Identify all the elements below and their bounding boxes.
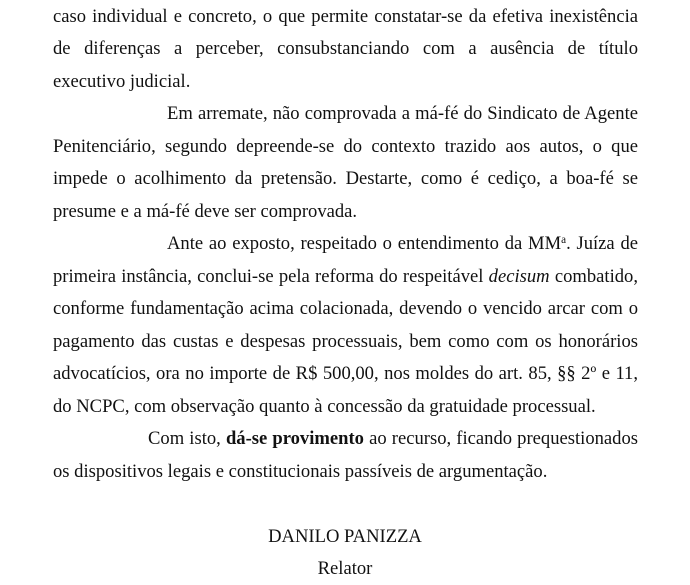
paragraph-2-line-3: impede o acolhimento da pretensão. Destarte, como é cediço, a boa-fé se: [53, 168, 638, 189]
paragraph-1-line-3: executivo judicial.: [53, 71, 191, 92]
paragraph-3-line-2: [53, 261, 638, 293]
paragraph-2-line-4: presume e a má-fé deve ser comprovada.: [53, 201, 358, 222]
paragraph-2-line-1: Em arremate, não comprovada a má-fé do Sindicato de Agente: [167, 103, 638, 124]
paragraph-1-line-2: de diferenças a perceber, consubstanciando com a ausência de título: [53, 38, 638, 59]
signature-role: Relator: [317, 558, 373, 579]
paragraph-4-line-1: [148, 423, 638, 455]
latin-term-decisum: decisum: [488, 266, 550, 287]
paragraph-2-line-2: Penitenciário, segundo depreende-se do contexto trazido aos autos, o que: [53, 136, 638, 157]
text-segment: Com isto,: [148, 428, 226, 449]
paragraph-1-line-1: caso individual e concreto, o que permite constatar-se da efetiva inexistência: [53, 6, 638, 27]
ruling-emphasis: dá-se provimento: [225, 428, 364, 449]
paragraph-3-line-5: advocatícios, ora no importe de R$ 500,00, nos moldes do art. 85, §§ 2º e 11,: [53, 363, 638, 384]
text-segment: combatido,: [549, 266, 638, 287]
paragraph-3-line-3: conforme fundamentação acima colacionada, devendo o vencido arcar com o: [53, 298, 638, 319]
signature-name: DANILO PANIZZA: [268, 526, 422, 547]
text-segment: . Juíza de: [566, 233, 639, 254]
text-segment: Ante ao exposto, respeitado o entendimento da MM: [167, 233, 562, 254]
text-segment: ao recurso, ficando prequestionados: [363, 428, 638, 449]
paragraph-3-line-4: pagamento das custas e despesas processuais, bem como com os honorários: [53, 331, 638, 352]
paragraph-3-line-6: do NCPC, com observação quanto à concessão da gratuidade processual.: [53, 396, 596, 417]
paragraph-3-line-1: [167, 228, 638, 260]
paragraph-4-line-2: os dispositivos legais e constitucionais passíveis de argumentação.: [53, 461, 548, 482]
text-segment: primeira instância, conclui-se pela reforma do respeitável: [53, 266, 489, 287]
ordinal-superscript: a: [561, 233, 567, 246]
